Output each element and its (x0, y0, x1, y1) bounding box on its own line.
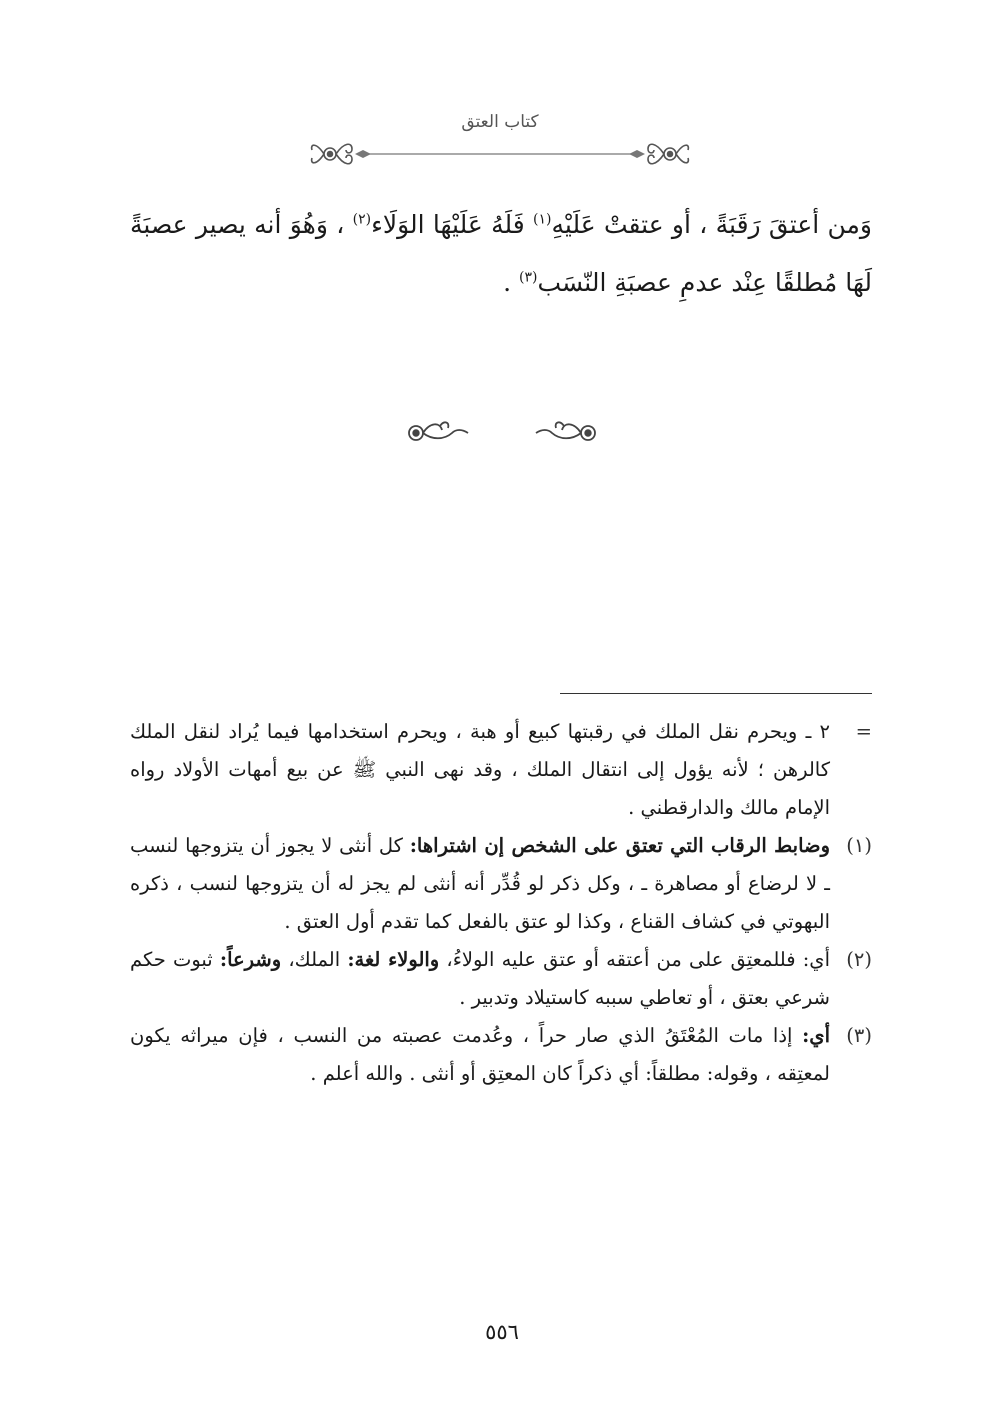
footnote-bold: أي: (802, 1024, 830, 1047)
footnote-bold: والولاء لغة: (347, 948, 440, 971)
footnote-1 (130, 827, 872, 941)
main-text-part: ، وَهُوَ أنه يصير عصبَةً لَهَا مُطلقًا عِنْد عدمِ عصبَةِ النّسَب (130, 210, 872, 297)
footnote-text (130, 827, 830, 941)
footnotes (130, 713, 872, 1093)
main-text (130, 196, 872, 312)
main-text-part: وَمن أعتقَ رَقَبَةً ، أو عتقتْ عَلَيْهِ (551, 210, 872, 239)
footnote-number: (١) (846, 834, 872, 857)
footnote-text (130, 1017, 830, 1093)
footnote-text (130, 941, 830, 1017)
footnote-3 (130, 1017, 872, 1093)
section-end-ornament-icon (400, 416, 604, 450)
footnote-body: أي: فللمعتِق على من أعتقه أو عتق عليه الولاءُ، (439, 948, 830, 971)
footnote-body: الملك، (281, 948, 348, 971)
footnote-2 (130, 941, 872, 1017)
running-header (300, 112, 700, 176)
footnote-ref-1[interactable]: (١) (533, 211, 552, 228)
page-number: ٥٥٦ (485, 1320, 519, 1344)
footnote-body: ٢ ـ ويحرم نقل الملك في رقبتها كبيع أو هبة ، ويحرم استخدامها فيما يُراد لنقل الملك كالرهن ؛ لأنه يؤول إلى انتقال الملك ، وقد نهى النبي ﷺ عن بيع أمهات الأولاد رواه الإمام مالك والدارقطني . (130, 720, 830, 819)
footnote-number: (٣) (846, 1024, 872, 1047)
footnote-number: (٢) (846, 948, 872, 971)
footnote-continued (130, 713, 872, 827)
footnote-ref-2[interactable]: (٢) (352, 211, 372, 228)
main-text-part: فَلَهُ عَلَيْهَا الوَلَاء (371, 210, 534, 239)
footnote-body: ثبوت حكم شرعي بعتق ، أو تعاطي سببه كاستيلاد وتدبير . (130, 948, 830, 1009)
footnote-divider (560, 693, 872, 694)
footnote-text (130, 713, 830, 827)
header-ornament-icon (300, 134, 700, 174)
footnote-bold: وشرعاً: (219, 948, 282, 971)
footnote-ref-3[interactable]: (٣) (518, 269, 538, 286)
footnote-body: كل أنثى لا يجوز أن يتزوجها لنسب ـ لا لرضاع أو مصاهرة ـ ، وكل ذكر لو قُدِّر أنه أنثى لم يجز له أن يتزوجها لنسب ، ذكره البهوتي في كشاف القناع ، وكذا لو عتق بالفعل كما تقدم أول العتق . (130, 834, 830, 933)
footnote-body: إذا مات المُعْتَقُ الذي صار حراً ، وعُدمت عصبته من النسب ، فإن ميراثه يكون لمعتِقه ، وقوله: مطلقاً: أي ذكراً كان المعتِق أو أنثى . والله أعلم . (130, 1024, 830, 1085)
header-title: كتاب العتق (461, 112, 539, 132)
main-text-part: . (503, 268, 519, 297)
footnote-number: = (855, 720, 872, 743)
footnote-bold: وضابط الرقاب التي تعتق على الشخص إن اشتراها: (409, 834, 830, 857)
